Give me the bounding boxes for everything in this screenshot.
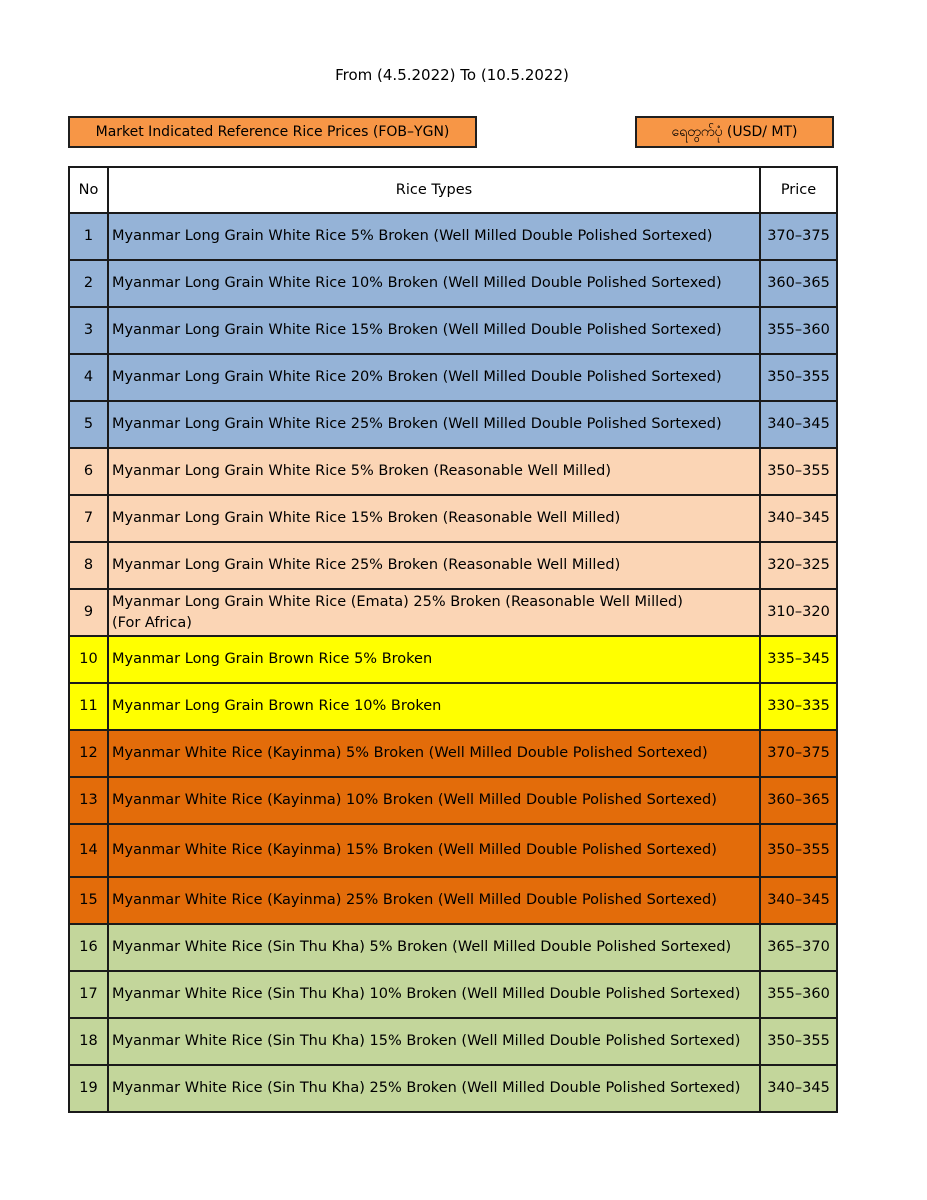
rice-type-text: Myanmar Long Grain White Rice 20% Broken (Well Milled Double Polished Sortexed) bbox=[112, 369, 722, 386]
rice-type-text: Myanmar Long Grain White Rice 15% Broken (Reasonable Well Milled) bbox=[112, 510, 621, 527]
rice-type-cell bbox=[108, 448, 760, 495]
rice-type-cell bbox=[108, 589, 760, 636]
column-header-price: Price bbox=[760, 167, 837, 213]
table-row bbox=[69, 824, 837, 877]
row-number: 19 bbox=[69, 1065, 108, 1112]
rice-type-cell bbox=[108, 683, 760, 730]
rice-type-cell bbox=[108, 495, 760, 542]
table-header-row bbox=[69, 167, 837, 213]
price-cell: 365–370 bbox=[760, 924, 837, 971]
rice-type-cell bbox=[108, 307, 760, 354]
rice-type-cell bbox=[108, 924, 760, 971]
rice-type-text: Myanmar White Rice (Sin Thu Kha) 10% Broken (Well Milled Double Polished Sortexed) bbox=[112, 986, 741, 1003]
row-number: 1 bbox=[69, 213, 108, 260]
rice-type-text: Myanmar Long Grain Brown Rice 5% Broken bbox=[112, 651, 433, 668]
table-row bbox=[69, 589, 837, 636]
price-cell: 350–355 bbox=[760, 1018, 837, 1065]
table-row bbox=[69, 730, 837, 777]
rice-type-note: (For Africa) bbox=[112, 614, 192, 631]
rice-type-text: Myanmar White Rice (Kayinma) 15% Broken (Well Milled Double Polished Sortexed) bbox=[112, 842, 717, 859]
rice-type-text: Myanmar White Rice (Kayinma) 25% Broken (Well Milled Double Polished Sortexed) bbox=[112, 892, 717, 909]
row-number: 18 bbox=[69, 1018, 108, 1065]
table-row bbox=[69, 542, 837, 589]
table-row bbox=[69, 683, 837, 730]
table-row bbox=[69, 260, 837, 307]
rice-type-text: Myanmar White Rice (Sin Thu Kha) 5% Broken (Well Milled Double Polished Sortexed) bbox=[112, 939, 732, 956]
table-row bbox=[69, 213, 837, 260]
row-number: 6 bbox=[69, 448, 108, 495]
date-range-heading: From (4.5.2022) To (10.5.2022) bbox=[335, 66, 569, 84]
table-row bbox=[69, 971, 837, 1018]
table-row bbox=[69, 1018, 837, 1065]
rice-type-text: Myanmar Long Grain White Rice (Emata) 25% Broken (Reasonable Well Milled) bbox=[112, 594, 683, 611]
rice-price-table bbox=[68, 166, 838, 1113]
row-number: 10 bbox=[69, 636, 108, 683]
table-row bbox=[69, 1065, 837, 1112]
table-row bbox=[69, 495, 837, 542]
rice-type-cell bbox=[108, 260, 760, 307]
row-number: 2 bbox=[69, 260, 108, 307]
row-number: 16 bbox=[69, 924, 108, 971]
table-row bbox=[69, 924, 837, 971]
price-cell: 340–345 bbox=[760, 1065, 837, 1112]
price-cell: 335–345 bbox=[760, 636, 837, 683]
row-number: 17 bbox=[69, 971, 108, 1018]
row-number: 4 bbox=[69, 354, 108, 401]
price-cell: 330–335 bbox=[760, 683, 837, 730]
price-cell: 340–345 bbox=[760, 877, 837, 924]
reference-price-label: Market Indicated Reference Rice Prices (FOB–YGN) bbox=[68, 116, 477, 148]
rice-type-text: Myanmar White Rice (Sin Thu Kha) 15% Broken (Well Milled Double Polished Sortexed) bbox=[112, 1033, 741, 1050]
rice-type-cell bbox=[108, 354, 760, 401]
row-number: 15 bbox=[69, 877, 108, 924]
rice-type-cell bbox=[108, 730, 760, 777]
rice-type-text: Myanmar White Rice (Kayinma) 10% Broken (Well Milled Double Polished Sortexed) bbox=[112, 792, 717, 809]
table-row bbox=[69, 448, 837, 495]
price-cell: 340–345 bbox=[760, 401, 837, 448]
rice-type-cell bbox=[108, 636, 760, 683]
row-number: 9 bbox=[69, 589, 108, 636]
price-cell: 360–365 bbox=[760, 777, 837, 824]
row-number: 3 bbox=[69, 307, 108, 354]
price-cell: 350–355 bbox=[760, 448, 837, 495]
unit-label: ရေတွက်ပုံ (USD/ MT) bbox=[635, 116, 834, 148]
price-cell: 320–325 bbox=[760, 542, 837, 589]
rice-type-cell bbox=[108, 542, 760, 589]
rice-type-cell bbox=[108, 877, 760, 924]
price-cell: 350–355 bbox=[760, 354, 837, 401]
price-cell: 350–355 bbox=[760, 824, 837, 877]
row-number: 14 bbox=[69, 824, 108, 877]
rice-type-cell bbox=[108, 971, 760, 1018]
rice-type-cell bbox=[108, 824, 760, 877]
row-number: 11 bbox=[69, 683, 108, 730]
rice-type-text: Myanmar White Rice (Sin Thu Kha) 25% Broken (Well Milled Double Polished Sortexed) bbox=[112, 1080, 741, 1097]
table-row bbox=[69, 877, 837, 924]
rice-type-text: Myanmar Long Grain White Rice 10% Broken (Well Milled Double Polished Sortexed) bbox=[112, 275, 722, 292]
price-cell: 355–360 bbox=[760, 971, 837, 1018]
rice-type-cell bbox=[108, 777, 760, 824]
column-header-rice-types: Rice Types bbox=[108, 167, 760, 213]
price-cell: 360–365 bbox=[760, 260, 837, 307]
price-cell: 310–320 bbox=[760, 589, 837, 636]
rice-type-cell bbox=[108, 213, 760, 260]
row-number: 7 bbox=[69, 495, 108, 542]
rice-type-text: Myanmar Long Grain White Rice 25% Broken (Reasonable Well Milled) bbox=[112, 557, 621, 574]
rice-type-cell bbox=[108, 1065, 760, 1112]
price-cell: 370–375 bbox=[760, 730, 837, 777]
price-cell: 370–375 bbox=[760, 213, 837, 260]
rice-type-text: Myanmar Long Grain White Rice 5% Broken (Reasonable Well Milled) bbox=[112, 463, 612, 480]
rice-type-text: Myanmar Long Grain White Rice 5% Broken (Well Milled Double Polished Sortexed) bbox=[112, 228, 713, 245]
table-row bbox=[69, 636, 837, 683]
price-cell: 355–360 bbox=[760, 307, 837, 354]
rice-type-text: Myanmar Long Grain Brown Rice 10% Broken bbox=[112, 698, 442, 715]
table-row bbox=[69, 307, 837, 354]
table-row bbox=[69, 777, 837, 824]
row-number: 12 bbox=[69, 730, 108, 777]
rice-type-text: Myanmar White Rice (Kayinma) 5% Broken (Well Milled Double Polished Sortexed) bbox=[112, 745, 708, 762]
rice-type-cell bbox=[108, 1018, 760, 1065]
table-row bbox=[69, 354, 837, 401]
row-number: 13 bbox=[69, 777, 108, 824]
row-number: 8 bbox=[69, 542, 108, 589]
row-number: 5 bbox=[69, 401, 108, 448]
rice-type-text: Myanmar Long Grain White Rice 25% Broken (Well Milled Double Polished Sortexed) bbox=[112, 416, 722, 433]
rice-type-text: Myanmar Long Grain White Rice 15% Broken (Well Milled Double Polished Sortexed) bbox=[112, 322, 722, 339]
price-cell: 340–345 bbox=[760, 495, 837, 542]
table-row bbox=[69, 401, 837, 448]
column-header-no: No bbox=[69, 167, 108, 213]
rice-type-cell bbox=[108, 401, 760, 448]
